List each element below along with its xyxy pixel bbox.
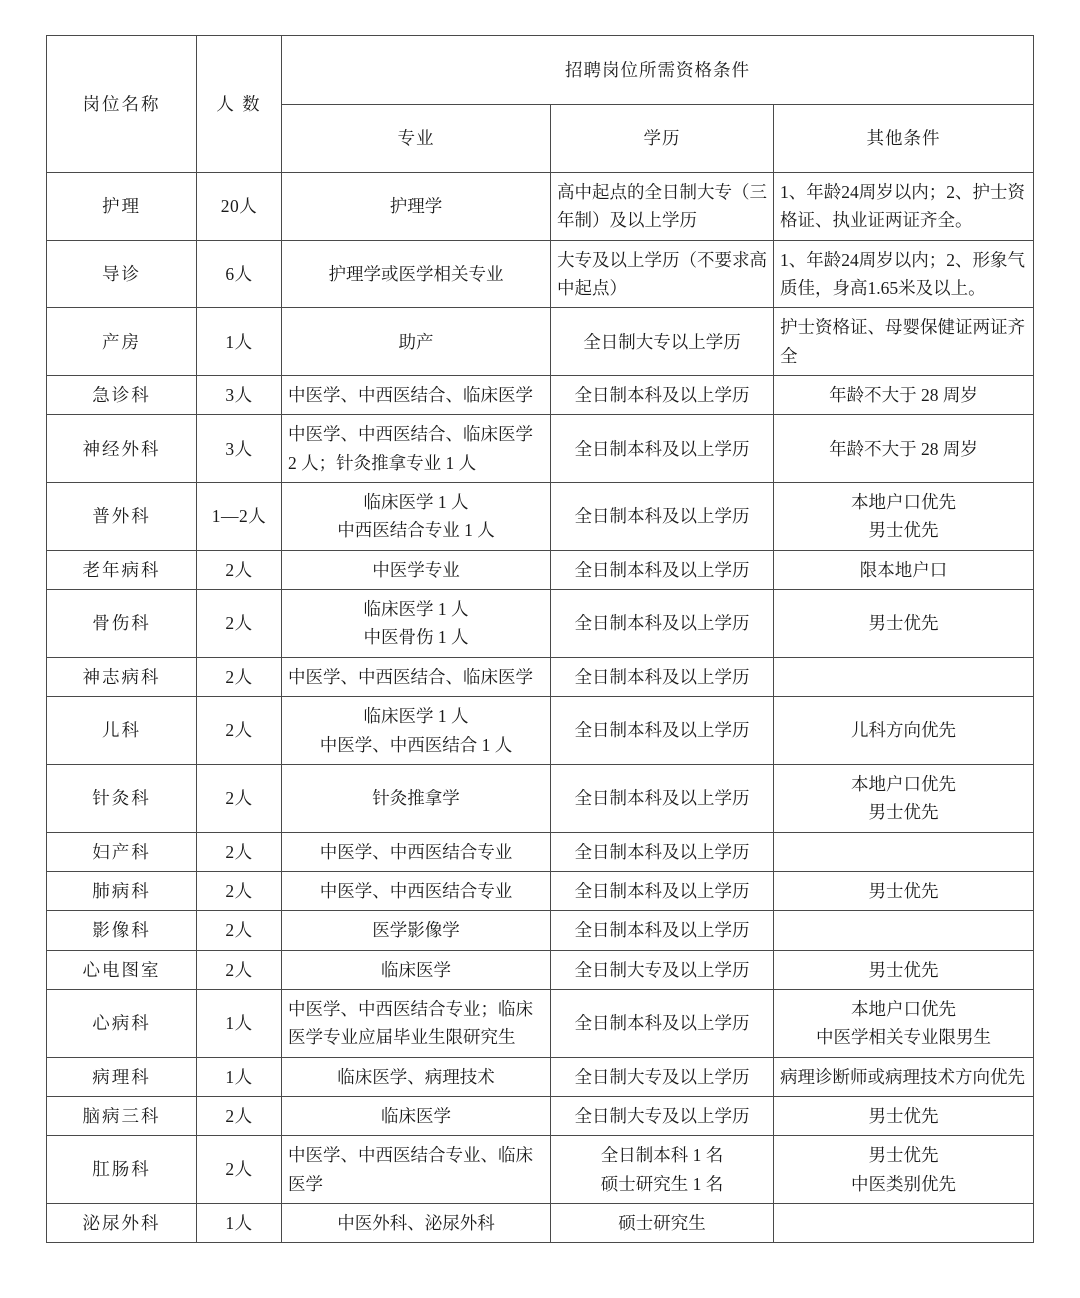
table-row: [47, 871, 1034, 910]
cell-education: 全日制本科及以上学历: [551, 911, 774, 950]
cell-other-line: 本地户口优先: [851, 998, 956, 1019]
cell-other: 限本地户口: [774, 550, 1034, 589]
table-row: [47, 415, 1034, 483]
cell-major: 临床医学: [282, 1096, 551, 1135]
cell-education: 全日制本科及以上学历: [551, 550, 774, 589]
table-row: [47, 483, 1034, 551]
cell-major-line: 临床医学 1 人: [363, 599, 469, 620]
table-row: [47, 989, 1034, 1057]
cell-other: [774, 989, 1034, 1057]
cell-education: 全日制本科及以上学历: [551, 415, 774, 483]
table-row: [47, 308, 1034, 376]
cell-other-line: 男士优先: [868, 802, 939, 823]
cell-post: 心病科: [47, 989, 197, 1057]
table-row: [47, 832, 1034, 871]
table-body: [47, 173, 1034, 1243]
cell-major: 中医学、中西医结合、临床医学: [282, 657, 551, 696]
cell-count: 1人: [197, 1203, 282, 1242]
cell-major: 护理学: [282, 173, 551, 241]
cell-post: 心电图室: [47, 950, 197, 989]
cell-other-line: 本地户口优先: [851, 773, 956, 794]
table-row: [47, 550, 1034, 589]
cell-count: 1—2人: [197, 483, 282, 551]
table-row: [47, 657, 1034, 696]
cell-major: [282, 483, 551, 551]
cell-major-line: 中医学、中西医结合 1 人: [319, 734, 513, 755]
cell-education: 全日制大专及以上学历: [551, 1096, 774, 1135]
cell-major: 中医学专业: [282, 550, 551, 589]
column-header-count: 人 数: [197, 36, 282, 173]
cell-count: 20人: [197, 173, 282, 241]
cell-post: 妇产科: [47, 832, 197, 871]
cell-post: 老年病科: [47, 550, 197, 589]
cell-major: 中医学、中西医结合专业；临床医学专业应届毕业生限研究生: [282, 989, 551, 1057]
cell-education: 全日制本科及以上学历: [551, 832, 774, 871]
cell-other: 年龄不大于 28 周岁: [774, 415, 1034, 483]
column-header-major: 专业: [282, 105, 551, 173]
table-row: [47, 240, 1034, 308]
cell-major: 助产: [282, 308, 551, 376]
cell-other: 1、年龄24周岁以内；2、形象气质佳，身高1.65米及以上。: [774, 240, 1034, 308]
cell-count: 1人: [197, 989, 282, 1057]
cell-major: 中医学、中西医结合专业: [282, 871, 551, 910]
cell-post: 儿科: [47, 697, 197, 765]
cell-education: 全日制本科及以上学历: [551, 871, 774, 910]
cell-post: 急诊科: [47, 376, 197, 415]
cell-major: [282, 590, 551, 658]
cell-education: 全日制本科及以上学历: [551, 657, 774, 696]
cell-education: 全日制本科及以上学历: [551, 590, 774, 658]
cell-other: 儿科方向优先: [774, 697, 1034, 765]
table-row: [47, 590, 1034, 658]
cell-post: 肺病科: [47, 871, 197, 910]
table-row: [47, 911, 1034, 950]
cell-education: 全日制大专以上学历: [551, 308, 774, 376]
cell-post: 骨伤科: [47, 590, 197, 658]
table-row: [47, 1203, 1034, 1242]
cell-post: 肛肠科: [47, 1136, 197, 1204]
cell-count: 2人: [197, 1136, 282, 1204]
table-row: [47, 764, 1034, 832]
cell-major: 临床医学: [282, 950, 551, 989]
cell-other: 1、年龄24周岁以内；2、护士资格证、执业证两证齐全。: [774, 173, 1034, 241]
cell-count: 2人: [197, 871, 282, 910]
cell-other: [774, 1203, 1034, 1242]
cell-education: 全日制大专及以上学历: [551, 1057, 774, 1096]
cell-other-line: 中医学相关专业限男生: [816, 1027, 991, 1048]
cell-education: 大专及以上学历（不要求高中起点）: [551, 240, 774, 308]
cell-post: 神经外科: [47, 415, 197, 483]
cell-major: 医学影像学: [282, 911, 551, 950]
cell-other-line: 男士优先: [868, 1145, 939, 1166]
cell-count: 3人: [197, 376, 282, 415]
table-row: [47, 1136, 1034, 1204]
cell-major: 中医学、中西医结合专业: [282, 832, 551, 871]
cell-education: 全日制本科及以上学历: [551, 764, 774, 832]
cell-post: 护理: [47, 173, 197, 241]
cell-other-line: 男士优先: [868, 520, 939, 541]
cell-education: 全日制本科及以上学历: [551, 483, 774, 551]
cell-other: [774, 483, 1034, 551]
cell-education: 全日制大专及以上学历: [551, 950, 774, 989]
cell-count: 2人: [197, 764, 282, 832]
cell-other: [774, 832, 1034, 871]
cell-other: 男士优先: [774, 1096, 1034, 1135]
cell-education: 全日制本科及以上学历: [551, 697, 774, 765]
cell-major: 中医学、中西医结合、临床医学 2 人；针灸推拿专业 1 人: [282, 415, 551, 483]
cell-other: [774, 764, 1034, 832]
cell-post: 影像科: [47, 911, 197, 950]
cell-count: 1人: [197, 1057, 282, 1096]
cell-other: 年龄不大于 28 周岁: [774, 376, 1034, 415]
cell-major-line: 中西医结合专业 1 人: [337, 520, 495, 541]
column-header-education: 学历: [551, 105, 774, 173]
table-row: [47, 697, 1034, 765]
cell-other: 男士优先: [774, 871, 1034, 910]
cell-count: 2人: [197, 911, 282, 950]
cell-major: 护理学或医学相关专业: [282, 240, 551, 308]
cell-count: 2人: [197, 950, 282, 989]
cell-major: 中医学、中西医结合、临床医学: [282, 376, 551, 415]
cell-major-line: 临床医学 1 人: [363, 492, 469, 513]
cell-education-line: 全日制本科 1 名: [600, 1145, 724, 1166]
cell-count: 2人: [197, 1096, 282, 1135]
cell-count: 2人: [197, 590, 282, 658]
cell-other: 男士优先: [774, 590, 1034, 658]
cell-other: [774, 657, 1034, 696]
table-row: [47, 173, 1034, 241]
cell-post: 神志病科: [47, 657, 197, 696]
cell-other-line: 中医类别优先: [851, 1173, 956, 1194]
cell-other: 护士资格证、母婴保健证两证齐全: [774, 308, 1034, 376]
cell-count: 1人: [197, 308, 282, 376]
cell-major: [282, 697, 551, 765]
column-header-post: 岗位名称: [47, 36, 197, 173]
cell-count: 2人: [197, 832, 282, 871]
cell-other: 男士优先: [774, 950, 1034, 989]
cell-count: 2人: [197, 697, 282, 765]
cell-major: 针灸推拿学: [282, 764, 551, 832]
cell-major: 中医学、中西医结合专业、临床医学: [282, 1136, 551, 1204]
cell-major: 中医外科、泌尿外科: [282, 1203, 551, 1242]
cell-count: 2人: [197, 550, 282, 589]
cell-post: 普外科: [47, 483, 197, 551]
table-row: [47, 376, 1034, 415]
cell-education: [551, 1136, 774, 1204]
cell-other: [774, 911, 1034, 950]
cell-education: 高中起点的全日制大专（三年制）及以上学历: [551, 173, 774, 241]
cell-count: 3人: [197, 415, 282, 483]
cell-post: 产房: [47, 308, 197, 376]
cell-post: 泌尿外科: [47, 1203, 197, 1242]
cell-major: 临床医学、病理技术: [282, 1057, 551, 1096]
cell-post: 针灸科: [47, 764, 197, 832]
cell-count: 2人: [197, 657, 282, 696]
cell-education: 全日制本科及以上学历: [551, 376, 774, 415]
table-header-row-1: [47, 36, 1034, 105]
cell-post: 导诊: [47, 240, 197, 308]
cell-major-line: 中医骨伤 1 人: [363, 627, 469, 648]
cell-education-line: 硕士研究生 1 名: [600, 1173, 724, 1194]
cell-other-line: 本地户口优先: [851, 492, 956, 513]
cell-education: 全日制本科及以上学历: [551, 989, 774, 1057]
cell-major-line: 临床医学 1 人: [363, 706, 469, 727]
cell-other: [774, 1136, 1034, 1204]
cell-other: 病理诊断师或病理技术方向优先: [774, 1057, 1034, 1096]
table-header: [47, 36, 1034, 173]
cell-education: 硕士研究生: [551, 1203, 774, 1242]
cell-post: 脑病三科: [47, 1096, 197, 1135]
cell-post: 病理科: [47, 1057, 197, 1096]
table-row: [47, 1057, 1034, 1096]
table-row: [47, 1096, 1034, 1135]
recruitment-positions-table: [46, 35, 1034, 1243]
column-header-other: 其他条件: [774, 105, 1034, 173]
cell-count: 6人: [197, 240, 282, 308]
column-header-requirements-group: 招聘岗位所需资格条件: [282, 36, 1034, 105]
table-row: [47, 950, 1034, 989]
